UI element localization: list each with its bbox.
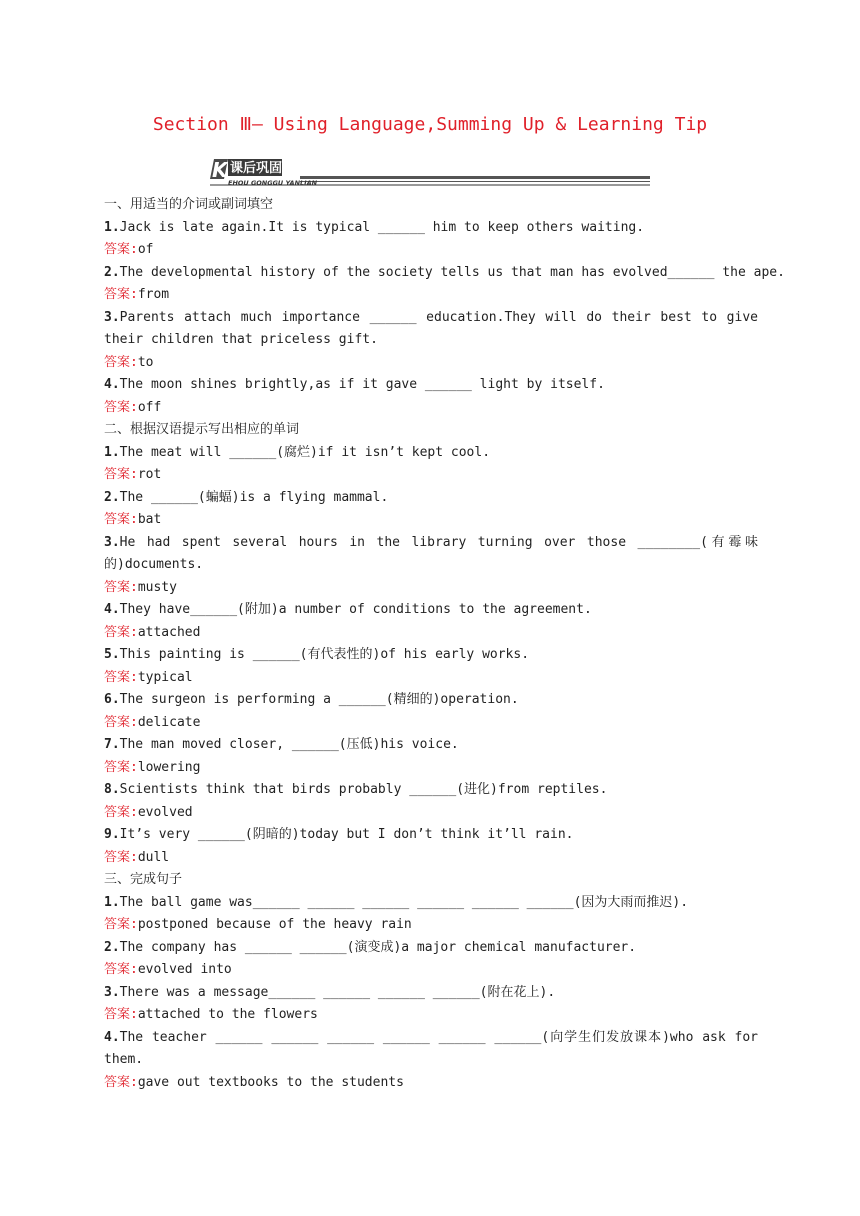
- question-item: 5.This painting is ______(有代表性的)of his early works.: [104, 647, 530, 662]
- banner-letter: K: [212, 158, 228, 182]
- question-item: 4.They have______(附加)a number of conditions to the agreement.: [104, 602, 592, 617]
- banner-graphic: [210, 157, 650, 187]
- question-item: 1.The ball game was______ ______ ______ ______ ______ ______(因为大雨而推迟).: [104, 894, 689, 910]
- question-item: 4.The teacher ______ ______ ______ ______ ______ ______(向学生们发放课本)who ask for them.: [104, 1029, 758, 1067]
- answer-line: 答案:evolved into: [104, 962, 232, 977]
- exercise-content: [104, 194, 785, 1094]
- question-item: 3.Parents attach much importance ______ education.They will do their best to give their children that priceless gift.: [104, 309, 758, 347]
- answer-line: 答案:attached: [104, 624, 201, 640]
- answer-line: 答案:gave out textbooks to the students: [104, 1074, 404, 1090]
- answer-line: 答案:attached to the flowers: [104, 1007, 318, 1022]
- answer-line: 答案:of: [104, 242, 154, 257]
- answer-line: 答案:postponed because of the heavy rain: [104, 917, 412, 932]
- answer-line: 答案:rot: [104, 467, 162, 482]
- page-title: Section Ⅲ— Using Language,Summing Up & Learning Tip: [152, 114, 708, 135]
- question-item: 9.It’s very ______(阴暗的)today but I don’t think it’ll rain.: [104, 827, 574, 842]
- section-heading: 三、完成句子: [104, 872, 183, 887]
- answer-line: 答案:lowering: [104, 759, 201, 775]
- question-item: 2.The developmental history of the society tells us that man has evolved______ the ape.: [104, 264, 785, 280]
- answer-line: 答案:to: [104, 354, 154, 370]
- question-item: 3.He had spent several hours in the library turning over those ________(有霉味的)documents.: [104, 534, 758, 572]
- answer-line: 答案:from: [104, 287, 170, 302]
- question-item: 7.The man moved closer, ______(压低)his voice.: [104, 737, 459, 752]
- answer-line: 答案:off: [104, 399, 162, 415]
- question-item: 8.Scientists think that birds probably ______(进化)from reptiles.: [104, 782, 608, 797]
- question-item: 6.The surgeon is performing a ______(精细的)operation.: [104, 692, 519, 707]
- question-item: 1.The meat will ______(腐烂)if it isn’t kept cool.: [104, 444, 491, 460]
- answer-line: 答案:musty: [104, 579, 177, 595]
- question-item: 4.The moon shines brightly,as if it gave ______ light by itself.: [104, 377, 605, 392]
- section-banner: [210, 157, 650, 187]
- question-item: 2.The ______(蝙蝠)is a flying mammal.: [104, 489, 389, 505]
- banner-title: 课后巩固演练: [230, 161, 309, 176]
- section-heading: 一、用适当的介词或副词填空: [104, 197, 274, 212]
- question-item: 2.The company has ______ ______(演变成)a major chemical manufacturer.: [104, 939, 637, 955]
- answer-line: 答案:evolved: [104, 804, 193, 820]
- answer-line: 答案:delicate: [104, 714, 201, 730]
- question-item: 1.Jack is late again.It is typical ______ him to keep others waiting.: [104, 219, 645, 235]
- answer-line: 答案:dull: [104, 849, 170, 865]
- question-item: 3.There was a message______ ______ ______ ______(附在花上).: [104, 984, 556, 1000]
- section-heading: 二、根据汉语提示写出相应的单词: [104, 422, 300, 437]
- answer-line: 答案:bat: [104, 512, 162, 527]
- banner-subtitle: EHOU GONGGU YANLIAN: [228, 179, 318, 187]
- answer-line: 答案:typical: [104, 669, 193, 685]
